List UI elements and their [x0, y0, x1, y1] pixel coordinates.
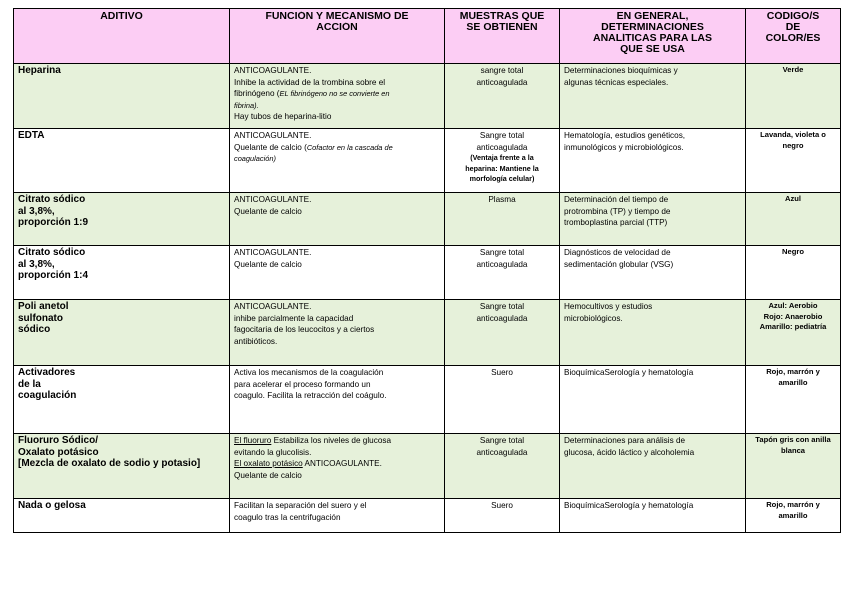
cell-muestras: Plasma	[445, 193, 560, 246]
table-row	[14, 366, 841, 434]
cell-aditivo: Poli anetol sulfonato sódico	[14, 300, 230, 366]
cell-funcion: ANTICOAGULANTE. Quelante de calcio	[230, 246, 445, 300]
cell-aditivo: Fluoruro Sódico/ Oxalato potásico [Mezcla de oxalato de sodio y potasio]	[14, 434, 230, 499]
cell-codigo: Azul: Aerobio Rojo: Anaerobio Amarillo: pediatría	[746, 300, 841, 366]
cell-determinaciones: BioquímicaSerología y hematología	[560, 499, 746, 533]
cell-funcion: El fluoruro Estabiliza los niveles de glucosa evitando la glucolisis. El oxalato potásico ANTICOAGULANTE. Quelante de calcio	[230, 434, 445, 499]
header-muestras: MUESTRAS QUE SE OBTIENEN	[445, 9, 560, 64]
cell-muestras: Suero	[445, 366, 560, 434]
table-row	[14, 129, 841, 193]
cell-funcion: Activa los mecanismos de la coagulación para acelerar el proceso formando un coagulo. Facilita la retracción del coágulo.	[230, 366, 445, 434]
cell-aditivo: Citrato sódico al 3,8%, proporción 1:4	[14, 246, 230, 300]
table-row	[14, 64, 841, 129]
cell-determinaciones: Determinaciones para análisis de glucosa, ácido láctico y alcoholemia	[560, 434, 746, 499]
cell-codigo: Verde	[746, 64, 841, 129]
cell-aditivo: Nada o gelosa	[14, 499, 230, 533]
cell-codigo: Rojo, marrón y amarillo	[746, 366, 841, 434]
cell-aditivo: EDTA	[14, 129, 230, 193]
additives-table	[13, 8, 841, 533]
cell-muestras: Sangre total anticoagulada	[445, 434, 560, 499]
cell-determinaciones: Hematología, estudios genéticos, inmunológicos y microbiológicos.	[560, 129, 746, 193]
cell-muestras: Sangre total anticoagulada	[445, 246, 560, 300]
table-row	[14, 193, 841, 246]
cell-funcion: ANTICOAGULANTE. Quelante de calcio (Cofactor en la cascada de coagulación)	[230, 129, 445, 193]
header-codigo: CÓDIGO/S DE COLOR/ES	[746, 9, 841, 64]
header-funcion: FUNCIÓN Y MECANISMO DE ACCIÓN	[230, 9, 445, 64]
cell-determinaciones: Determinación del tiempo de protrombina (TP) y tiempo de tromboplastina parcial (TTP)	[560, 193, 746, 246]
table-row	[14, 434, 841, 499]
table-row	[14, 300, 841, 366]
cell-codigo: Rojo, marrón y amarillo	[746, 499, 841, 533]
cell-muestras: Suero	[445, 499, 560, 533]
cell-muestras: Sangre total anticoagulada	[445, 300, 560, 366]
cell-funcion: Facilitan la separación del suero y el coagulo tras la centrifugación	[230, 499, 445, 533]
cell-aditivo: Heparina	[14, 64, 230, 129]
cell-determinaciones: Determinaciones bioquímicas y algunas técnicas especiales.	[560, 64, 746, 129]
cell-determinaciones: Hemocultivos y estudios microbiológicos.	[560, 300, 746, 366]
cell-funcion: ANTICOAGULANTE. Quelante de calcio	[230, 193, 445, 246]
cell-aditivo: Citrato sódico al 3,8%, proporción 1:9	[14, 193, 230, 246]
table-row	[14, 246, 841, 300]
cell-funcion: ANTICOAGULANTE. Inhibe la actividad de la trombina sobre el fibrinógeno (EL fibrinógeno no se convierte en fibrina). Hay tubos de heparina-litio	[230, 64, 445, 129]
cell-codigo: Lavanda, violeta o negro	[746, 129, 841, 193]
cell-funcion: ANTICOAGULANTE. inhibe parcialmente la capacidad fagocitaria de los leucocitos y a ciertos antibióticos.	[230, 300, 445, 366]
cell-muestras: Sangre total anticoagulada (Ventaja frente a la heparina: Mantiene la morfología celular)	[445, 129, 560, 193]
cell-codigo: Azul	[746, 193, 841, 246]
header-determinaciones: EN GENERAL, DETERMINACIONES ANALÍTICAS PARA LAS QUE SE USA	[560, 9, 746, 64]
cell-determinaciones: BioquímicaSerología y hematología	[560, 366, 746, 434]
header-aditivo: ADITIVO	[14, 9, 230, 64]
cell-muestras: sangre total anticoagulada	[445, 64, 560, 129]
cell-codigo: Tapón gris con anilla blanca	[746, 434, 841, 499]
cell-codigo: Negro	[746, 246, 841, 300]
cell-aditivo: Activadores de la coagulación	[14, 366, 230, 434]
header-row	[14, 9, 841, 64]
cell-determinaciones: Diagnósticos de velocidad de sedimentación globular (VSG)	[560, 246, 746, 300]
table-row	[14, 499, 841, 533]
